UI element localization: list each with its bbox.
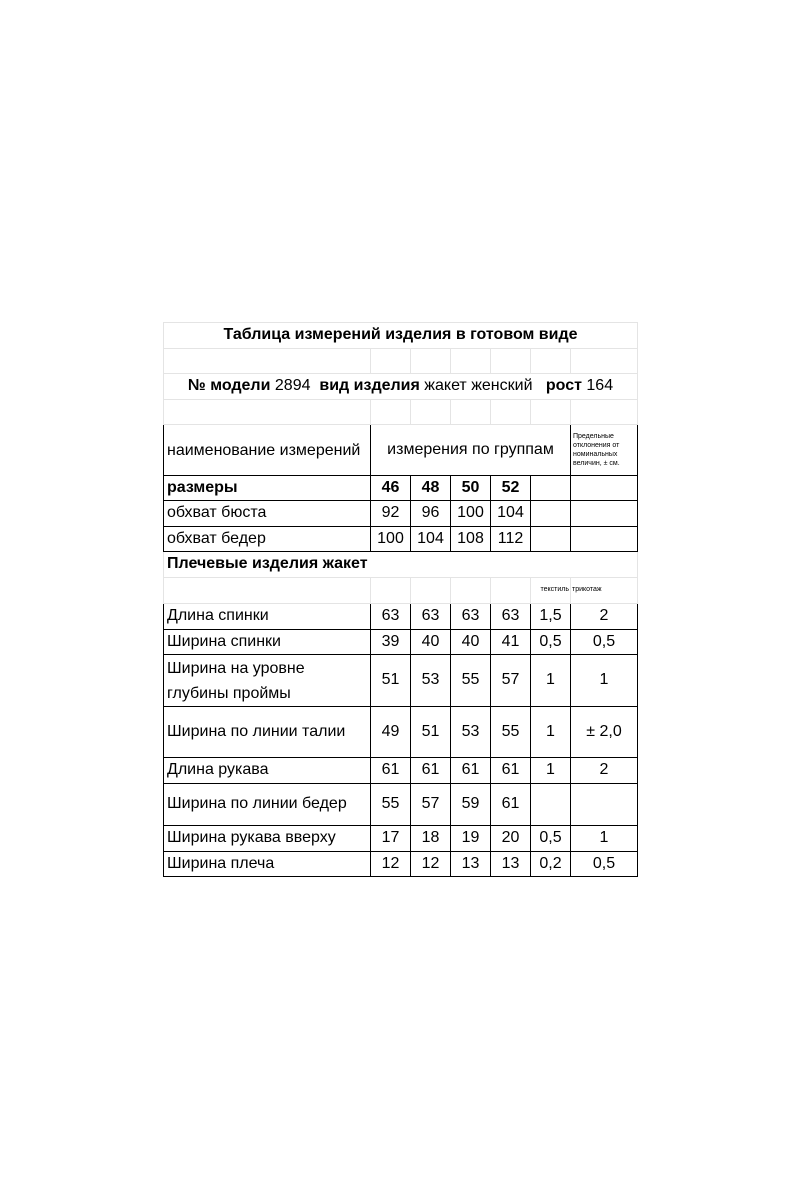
knit-tolerance: 0,5 xyxy=(571,852,638,877)
table-row xyxy=(164,758,638,784)
cell-value: 55 xyxy=(491,707,531,758)
cell-value: 19 xyxy=(451,826,491,852)
row-label: Длина рукава xyxy=(164,758,371,784)
table-row xyxy=(164,826,638,852)
measurement-sheet xyxy=(163,322,637,877)
cell-value: 55 xyxy=(451,655,491,707)
table-row xyxy=(164,604,638,630)
sizes-label: размеры xyxy=(164,476,371,501)
textile-tolerance: 1 xyxy=(531,707,571,758)
header-deviation-cell: Предельные отклонения от номинальных величин, ± см. xyxy=(571,425,638,476)
cell-value: 63 xyxy=(371,604,411,630)
row-label: обхват бюста xyxy=(164,501,371,527)
row-label: обхват бедер xyxy=(164,527,371,552)
knit-tolerance xyxy=(571,784,638,826)
knit-tolerance: 0,5 xyxy=(571,630,638,655)
size-52: 52 xyxy=(491,476,531,501)
textile-tolerance: 1,5 xyxy=(531,604,571,630)
size-48: 48 xyxy=(411,476,451,501)
cell-value: 40 xyxy=(451,630,491,655)
textile-header: текстиль xyxy=(531,578,571,604)
cell-value: 20 xyxy=(491,826,531,852)
cell-value: 61 xyxy=(371,758,411,784)
knit-tolerance: ± 2,0 xyxy=(571,707,638,758)
section-title: Плечевые изделия жакет xyxy=(164,552,638,578)
table-row xyxy=(164,630,638,655)
cell-value: 104 xyxy=(411,527,451,552)
type-label: вид изделия xyxy=(319,377,420,395)
row-label: Ширина по линии талии xyxy=(164,707,371,758)
knit-tolerance: 1 xyxy=(571,826,638,852)
cell-value: 40 xyxy=(411,630,451,655)
cell-value: 55 xyxy=(371,784,411,826)
size-46: 46 xyxy=(371,476,411,501)
row-label: Ширина спинки xyxy=(164,630,371,655)
cell-value: 63 xyxy=(411,604,451,630)
cell-value: 92 xyxy=(371,501,411,527)
cell-value: 100 xyxy=(371,527,411,552)
cell-value: 12 xyxy=(371,852,411,877)
height-label: рост xyxy=(545,377,582,395)
cell-value: 104 xyxy=(491,501,531,527)
knit-header: трикотаж xyxy=(571,578,638,604)
knit-tolerance: 1 xyxy=(571,655,638,707)
cell-value: 108 xyxy=(451,527,491,552)
row-label: Длина спинки xyxy=(164,604,371,630)
row-label: Ширина плеча xyxy=(164,852,371,877)
cell-value: 61 xyxy=(491,784,531,826)
cell-value: 12 xyxy=(411,852,451,877)
row-label: Ширина на уровне глубины проймы xyxy=(164,655,371,707)
table-row xyxy=(164,501,638,527)
cell-value: 112 xyxy=(491,527,531,552)
cell-value: 96 xyxy=(411,501,451,527)
table-row xyxy=(164,655,638,707)
cell-value: 51 xyxy=(371,655,411,707)
row-label: Ширина рукава вверху xyxy=(164,826,371,852)
table-row xyxy=(164,527,638,552)
cell-value: 41 xyxy=(491,630,531,655)
table-row xyxy=(164,707,638,758)
textile-tolerance: 1 xyxy=(531,758,571,784)
cell-value: 13 xyxy=(451,852,491,877)
textile-tolerance xyxy=(531,784,571,826)
cell-value: 49 xyxy=(371,707,411,758)
knit-tolerance: 2 xyxy=(571,604,638,630)
cell-value: 59 xyxy=(451,784,491,826)
header-name-cell: наименование измерений xyxy=(164,425,371,476)
table-row xyxy=(164,784,638,826)
cell-value: 61 xyxy=(411,758,451,784)
cell-value: 63 xyxy=(491,604,531,630)
cell-value: 51 xyxy=(411,707,451,758)
model-label: № модели xyxy=(187,377,271,395)
cell-value: 57 xyxy=(411,784,451,826)
cell-value: 53 xyxy=(411,655,451,707)
textile-tolerance: 0,2 xyxy=(531,852,571,877)
sizes-row xyxy=(164,476,638,501)
textile-tolerance: 1 xyxy=(531,655,571,707)
knit-tolerance: 2 xyxy=(571,758,638,784)
cell-value: 61 xyxy=(451,758,491,784)
textile-tolerance: 0,5 xyxy=(531,630,571,655)
height-value: 164 xyxy=(586,377,614,395)
cell-value: 100 xyxy=(451,501,491,527)
cell-value: 13 xyxy=(491,852,531,877)
table-row xyxy=(164,852,638,877)
cell-value: 63 xyxy=(451,604,491,630)
cell-value: 39 xyxy=(371,630,411,655)
cell-value: 18 xyxy=(411,826,451,852)
measurement-table xyxy=(163,322,638,877)
cell-value: 17 xyxy=(371,826,411,852)
size-50: 50 xyxy=(451,476,491,501)
row-label: Ширина по линии бедер xyxy=(164,784,371,826)
cell-value: 53 xyxy=(451,707,491,758)
textile-tolerance: 0,5 xyxy=(531,826,571,852)
page-title: Таблица измерений изделия в готовом виде xyxy=(164,323,638,349)
cell-value: 57 xyxy=(491,655,531,707)
model-info xyxy=(164,374,638,400)
type-value: жакет женский xyxy=(424,377,533,395)
header-groups-cell: измерения по группам xyxy=(371,425,571,476)
cell-value: 61 xyxy=(491,758,531,784)
model-value: 2894 xyxy=(274,377,311,395)
